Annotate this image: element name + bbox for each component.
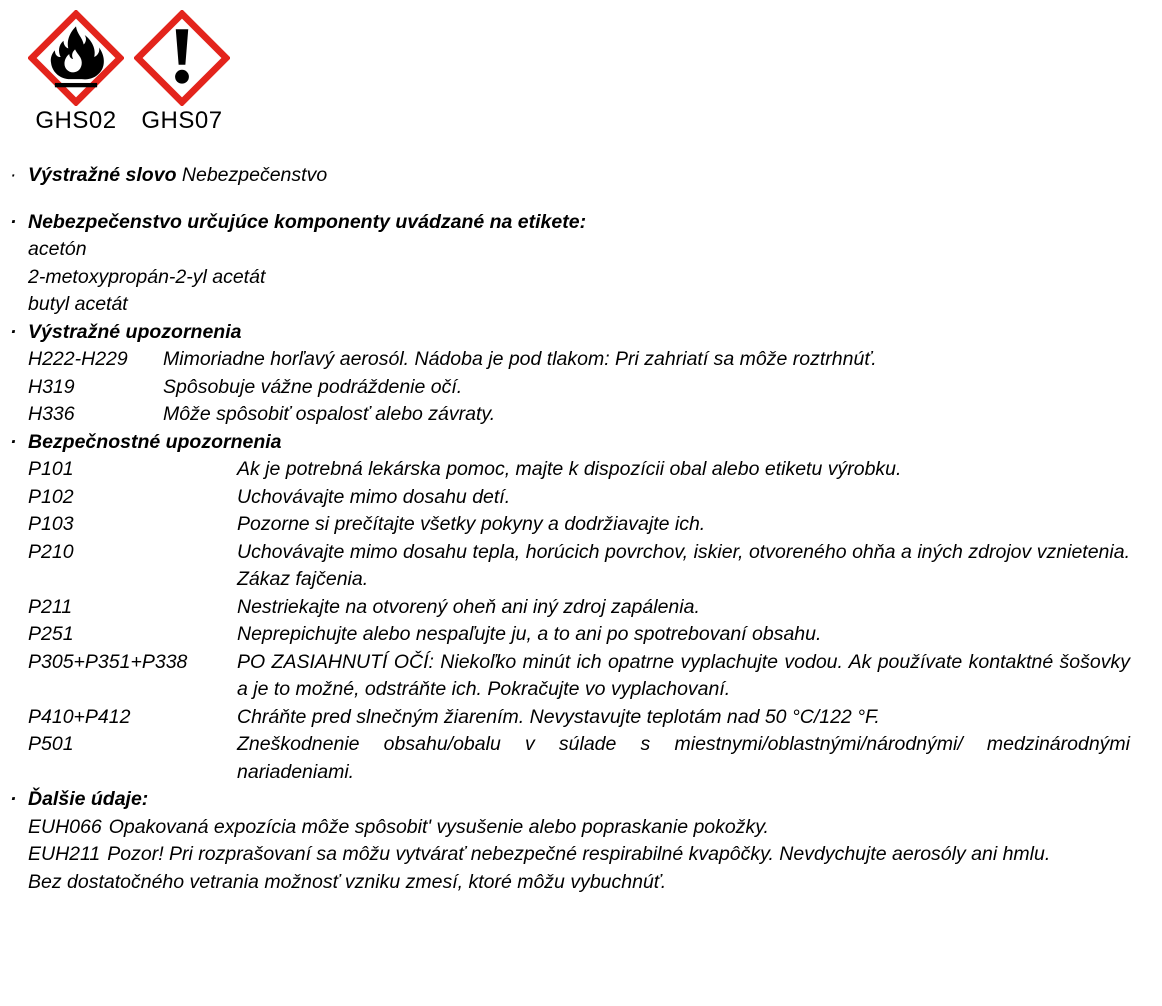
ghs-pictograms <box>28 10 1130 134</box>
precaution-text: Uchovávajte mimo dosahu tepla, horúcich povrchov, iskier, otvoreného ohňa a iných zdrojov vznietenia. Zákaz fajčenia. <box>237 540 1130 590</box>
precautionary-statement-row <box>28 621 1130 649</box>
precaution-code: P102 <box>28 485 74 508</box>
hazard-statements-heading <box>10 319 1130 347</box>
bullet-dot: · <box>10 164 17 186</box>
ghs07-code-label: GHS07 <box>141 107 223 134</box>
precautionary-statement-row <box>28 539 1130 594</box>
hazard-code: H222-H229 <box>28 348 128 370</box>
hazard-statement-row <box>28 374 1130 402</box>
signal-word-value: Nebezpečenstvo <box>181 164 328 186</box>
precaution-text: Neprepichujte alebo nespaľujte ju, a to ani po spotrebovaní obsahu. <box>237 623 822 645</box>
precaution-code: P410+P412 <box>28 705 131 728</box>
bullet-dot: · <box>10 320 17 343</box>
precaution-code: P305+P351+P338 <box>28 650 188 673</box>
hazard-statement-row <box>28 401 1130 429</box>
precautionary-statement-row <box>28 484 1130 512</box>
precautionary-statement-row <box>28 594 1130 622</box>
euh-text: Pozor! Pri rozprašovaní sa môžu vytvárať nebezpečné respirabilné kvapôčky. Nevdychujte aerosóly ani hmlu. <box>107 843 1051 865</box>
precautionary-statements-section <box>10 429 1130 787</box>
exclamation-mark-icon <box>134 10 230 106</box>
bullet-dot: · <box>10 210 17 233</box>
precautionary-statement-row <box>28 731 1130 786</box>
precaution-text: Uchovávajte mimo dosahu detí. <box>237 485 511 508</box>
additional-data-heading <box>10 786 1130 814</box>
precautionary-statements-heading <box>10 429 1130 457</box>
additional-data-section <box>10 786 1130 896</box>
ghs07-pictogram <box>134 10 230 134</box>
precaution-text: Zneškodnenie obsahu/obalu v súlade s miestnymi/oblastnými/národnými/ medzinárodnými nariadeniami. <box>237 733 1130 783</box>
euh-code: EUH211 <box>28 843 101 865</box>
precaution-code: P501 <box>28 733 74 755</box>
precaution-text: PO ZASIAHNUTÍ OČÍ: Niekoľko minút ich opatrne vyplachujte vodou. Ak používate kontaktné šošovky a je to možné, odstráňte ich. Pokračujte vo vyplachovaní. <box>237 650 1130 700</box>
precautionary-statement-row <box>28 511 1130 539</box>
precautionary-statement-row <box>28 649 1130 704</box>
hazard-text: Mimoriadne horľavý aerosól. Nádoba je pod tlakom: Pri zahriatí sa môže roztrhnúť. <box>163 348 877 370</box>
bullet-dot: · <box>10 788 17 810</box>
hazard-statements-section <box>10 319 1130 429</box>
components-list <box>28 236 1130 319</box>
ghs02-pictogram <box>28 10 124 134</box>
precaution-code: P210 <box>28 540 74 563</box>
euh-text: Opakovaná expozícia môže spôsobit' vysušenie alebo popraskanie pokožky. <box>108 815 769 838</box>
additional-data-heading-text: Ďalšie údaje: <box>28 788 149 810</box>
precaution-code: P103 <box>28 513 74 535</box>
component-item: acetón <box>28 238 87 260</box>
hazard-text: Spôsobuje vážne podráždenie očí. <box>163 375 463 398</box>
precaution-text: Ak je potrebná lekárska pomoc, majte k dispozícii obal alebo etiketu výrobku. <box>237 458 902 480</box>
precaution-text: Nestriekajte na otvorený oheň ani iný zdroj zapálenia. <box>237 595 700 618</box>
precaution-code: P251 <box>28 623 74 645</box>
precaution-text: Chráňte pred slnečným žiarením. Nevystavujte teplotám nad 50 °C/122 °F. <box>237 705 880 728</box>
precautionary-statement-row <box>28 704 1130 732</box>
component-item: butyl acetát <box>28 293 128 315</box>
label-components-section <box>10 209 1130 319</box>
precaution-code: P101 <box>28 458 74 480</box>
euh-statement <box>28 814 1130 842</box>
hazard-statement-row <box>28 346 1130 374</box>
flame-icon <box>28 10 124 106</box>
hazard-code: H319 <box>28 375 75 398</box>
hazard-text: Môže spôsobiť ospalosť alebo závraty. <box>163 403 496 425</box>
bullet-dot: · <box>10 430 17 453</box>
components-heading-text: Nebezpečenstvo určujúce komponenty uvádzané na etikete: <box>28 210 587 233</box>
signal-word-label: Výstražné slovo <box>28 164 177 186</box>
precaution-code: P211 <box>28 595 73 618</box>
precautionary-statement-row <box>28 456 1130 484</box>
euh-code: EUH066 <box>28 815 102 838</box>
precautionary-statements-heading-text: Bezpečnostné upozornenia <box>28 430 282 453</box>
ventilation-note: Bez dostatočného vetrania možnosť vzniku zmesí, ktoré môžu vybuchnúť. <box>28 870 667 893</box>
precaution-text: Pozorne si prečítajte všetky pokyny a dodržiavajte ich. <box>237 513 706 535</box>
ghs02-code-label: GHS02 <box>35 107 117 134</box>
hazard-statements-heading-text: Výstražné upozornenia <box>28 320 242 343</box>
component-item: 2-metoxypropán-2-yl acetát <box>28 265 266 288</box>
components-heading <box>10 209 1130 237</box>
euh-statement <box>28 841 1130 869</box>
hazard-code: H336 <box>28 403 75 425</box>
signal-word-line <box>10 162 1130 190</box>
